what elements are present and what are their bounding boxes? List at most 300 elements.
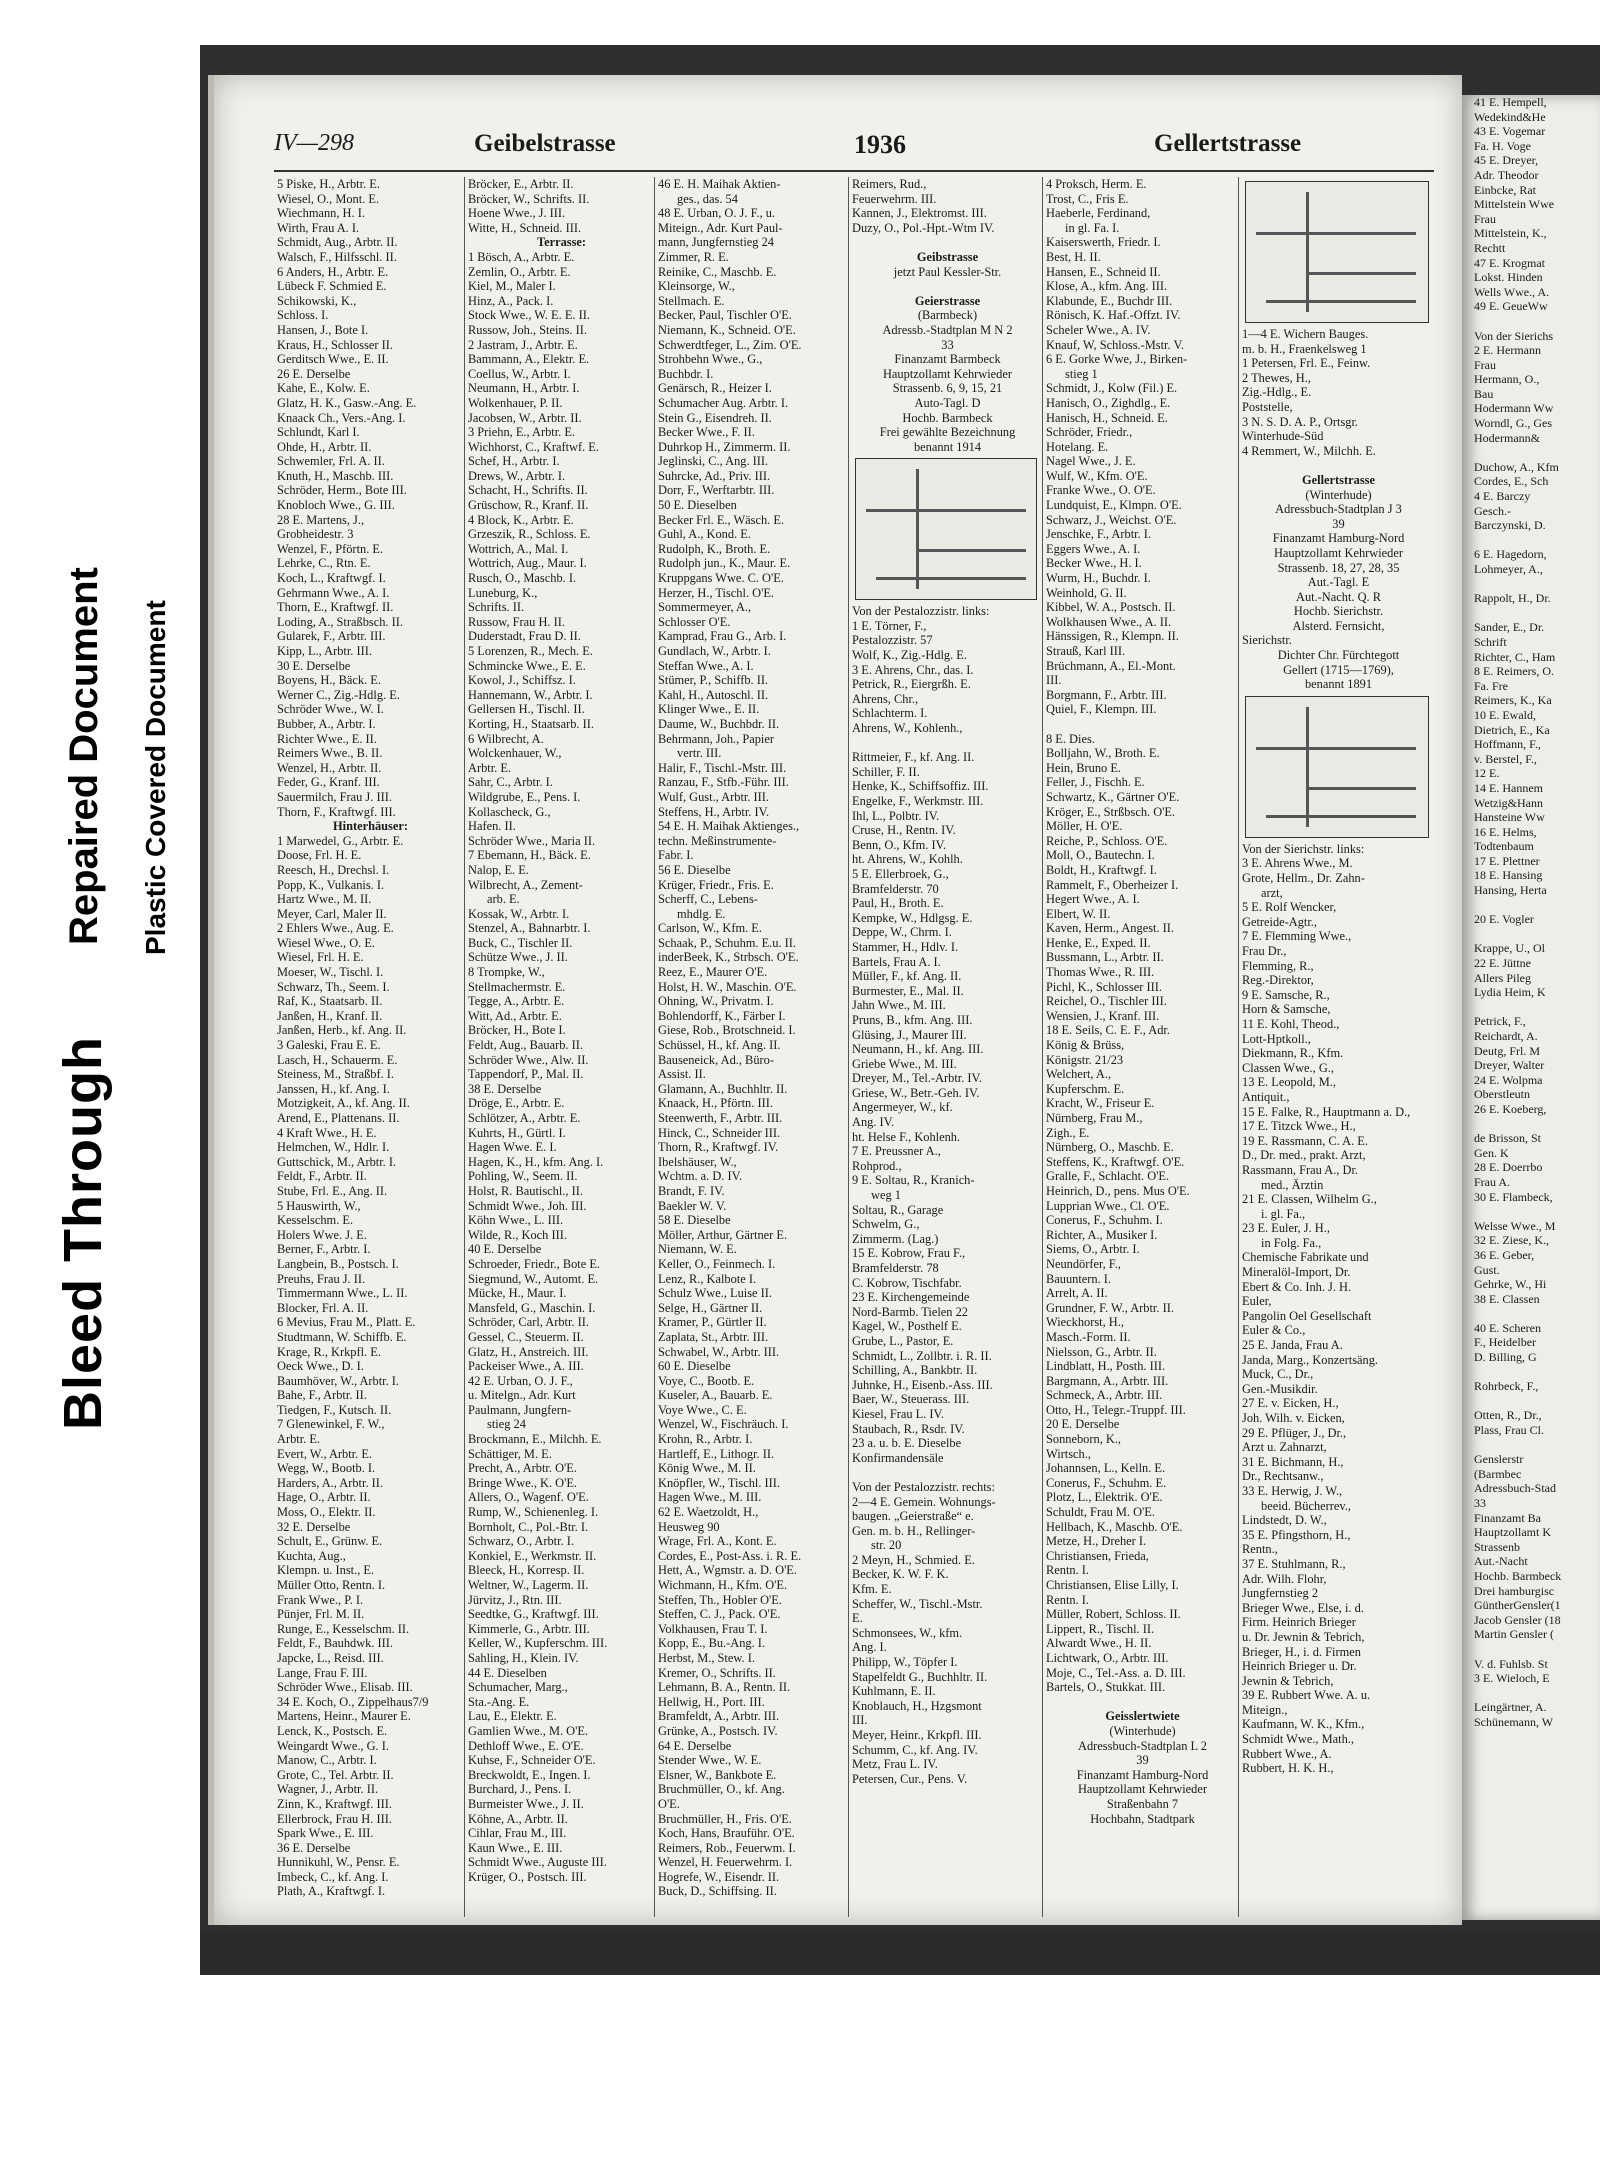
directory-entry: Stube, Frl. E., Ang. II. [277,1183,388,1198]
repaired-document-label: Repaired Document [62,567,106,945]
directory-entry: Luneburg, K., [468,585,538,600]
plastic-covered-label: Plastic Covered Document [140,600,171,955]
directory-entry: Ellerbrock, Frau H. III. [277,1811,392,1826]
directory-entry: Thorn, R., Kraftwgf. IV. [658,1140,779,1155]
directory-entry: Grobheidestr. 3 [277,527,354,542]
directory-entry: ht. Ahrens, W., Kohlh. [852,852,963,867]
directory-entry: Imbeck, C., kf. Ang. I. [277,1869,389,1884]
right-page-entry: 38 E. Classen [1474,1291,1540,1306]
right-page-entry: 17 E. Plettner [1474,853,1540,868]
directory-entry: Klinger Wwe., E. II. [658,702,760,717]
directory-entry: Baekler W. V. [658,1198,727,1213]
directory-entry: Baer, W., Steuerass. III. [852,1392,970,1407]
directory-entry [849,279,1043,294]
directory-entry: mann, Jungfernstieg 24 [658,235,774,250]
directory-entry: Japcke, L., Reisd. III. [277,1650,384,1665]
directory-entry: Gamlien Wwe., M. O'E. [468,1723,589,1738]
directory-entry: Ihl, L., Polbtr. IV. [852,808,940,823]
directory-entry: Getreide-Agtr., [1242,914,1318,929]
map-road [876,577,1026,580]
directory-entry: Knaack Ch., Vers.-Ang. I. [277,410,406,425]
directory-entry: Lupprian Wwe., Cl. O'E. [1046,1198,1170,1213]
directory-entry: Moje, C., Tel.-Ass. a. D. III. [1046,1665,1186,1680]
directory-entry: Rönisch, K. Haf.-Offzt. IV. [1046,308,1181,323]
directory-entry: 4 Proksch, Herm. E. [1046,177,1147,191]
directory-entry: Witte, H., Schneid. III. [468,220,582,235]
directory-entry: Schloss. I. [277,308,329,323]
directory-entry: 2 Ehlers Wwe., Aug. E. [277,921,394,936]
directory-entry: 4 Block, K., Arbtr. E. [468,512,574,527]
directory-entry: Buck, D., Schiffsing. II. [658,1884,777,1899]
directory-entry: Werner C., Zig.-Hdlg. E. [277,687,400,702]
directory-entry: 20 E. Derselbe [1046,1417,1120,1432]
directory-entry: 8 E. Dies. [1046,731,1095,746]
directory-entry: Dr., Rechtsanw., [1242,1469,1324,1484]
directory-entry: Wottrich, Aug., Maur. I. [468,556,587,571]
directory-entry: Schättiger, M. E. [468,1446,552,1461]
directory-entry: Lichtwark, O., Arbtr. III. [1046,1650,1169,1665]
directory-entry: Bammann, A., Elektr. E. [468,352,590,367]
directory-entry: vertr. III. [677,746,722,761]
directory-entry: Reimers, Rud., [852,177,927,191]
directory-entry: Moeser, W., Tischl. I. [277,965,384,980]
directory-entry: Strassenb. 18, 27, 28, 35 [1277,560,1400,575]
directory-entry: Holst, H. W., Maschin. O'E. [658,979,797,994]
directory-entry: 18 E. Seils, C. E. F., Adr. [1046,1023,1170,1038]
directory-entry: Heinrich, D., pens. Mus O'E. [1046,1183,1190,1198]
directory-entry: Glatz, H., Anstreich. III. [468,1344,589,1359]
right-page-entry: 12 E. [1474,766,1500,781]
column-4 [848,177,1043,1917]
directory-entry: 11 E. Kohl, Theod., [1242,1016,1340,1031]
right-page-entry: Lydia Heim, K [1474,985,1546,1000]
directory-entry: Arzt u. Zahnarzt, [1242,1440,1327,1455]
directory-entry: Adressb.-Stadtplan M N 2 [882,322,1013,337]
directory-entry: Zinn, K., Kraftwgf. III. [277,1796,392,1811]
right-page-entry: Jacob Gensler (18 [1474,1612,1561,1627]
directory-entry: Schlötzer, A., Arbtr. E. [468,1111,581,1125]
directory-entry: Becker Wwe., F. II. [658,425,755,440]
directory-entry: Schwarz, O., Arbtr. I. [468,1534,574,1549]
right-page-entry: 41 E. Hempell, [1474,95,1547,109]
directory-entry: Manow, C., Arbtr. I. [277,1753,377,1768]
page-number: IV—298 [274,130,354,156]
right-page-entry: Frau [1474,357,1496,372]
directory-entry: Kollascheck, G., [468,804,551,819]
directory-entry: Jeglinski, C., Ang. III. [658,454,769,469]
directory-entry: Martens, Heinr., Maurer E. [277,1709,411,1724]
right-page-entry: de Brisson, St [1474,1131,1542,1146]
left-page [208,75,1462,1925]
directory-entry: 34 E. Koch, O., Zippelhaus7/9 [277,1694,429,1709]
directory-entry: Niemann, K., Schneid. O'E. [658,322,796,337]
directory-entry: Chemische Fabrikate und [1242,1250,1369,1265]
directory-entry: Kupferschm. E. [1046,1081,1125,1096]
directory-entry: Haeberle, Ferdinand, [1046,206,1151,221]
directory-entry: Masch.-Form. II. [1046,1329,1131,1344]
directory-entry: E. [852,1611,863,1626]
directory-entry: Mücke, H., Maur. I. [468,1286,567,1301]
directory-entry: Schwarz, J., Weichst. O'E. [1046,512,1177,527]
directory-entry: Petrick, R., Eiergrßh. E. [852,677,971,692]
directory-entry: C. Kobrow, Tischfabr. [852,1275,962,1290]
directory-entry: Ang. I. [852,1640,887,1655]
right-page-entry: (Barmbec [1474,1466,1522,1481]
directory-entry: Thorn, F., Kraftwgf. III. [277,804,396,819]
directory-entry: Nürnberg, Frau M., [1046,1111,1143,1125]
directory-entry: Hochb. Barmbeck [902,410,993,425]
directory-entry: Reg.-Direktor, [1242,973,1314,988]
map-road [1266,815,1416,818]
directory-entry: Richter Wwe., E. II. [277,731,377,746]
directory-entry: Stellmach. E. [658,293,725,308]
directory-entry: Hannemann, W., Arbtr. I. [468,687,593,702]
directory-entry: Scheffer, W., Tischl.-Mstr. [852,1596,983,1611]
directory-entry: Glatz, H. K., Gasw.-Ang. E. [277,395,417,410]
map-road [1256,747,1416,750]
directory-entry: Halir, F., Tischl.-Mstr. III. [658,760,787,775]
directory-entry: Ranzau, F., Stfb.-Führ. III. [658,775,789,790]
directory-entry: Schwarz, Th., Seem. I. [277,979,390,994]
directory-entry: Gessel, C., Steuerm. II. [468,1329,584,1344]
directory-entry: Schröder Wwe., W. I. [277,702,384,717]
directory-entry: Kaufmann, W. K., Kfm., [1242,1717,1365,1732]
directory-entry: Giese, Rob., Brotschneid. I. [658,1023,796,1038]
directory-entry: Schlundt, Karl I. [277,425,360,440]
directory-entry: Kamprad, Frau G., Arb. I. [658,629,787,644]
directory-entry: Reez, E., Maurer O'E. [658,965,768,980]
directory-entry: 9 E. Samsche, R., [1242,987,1330,1002]
map-road [1306,192,1309,312]
directory-entry: 4 Remmert, W., Milchh. E. [1242,443,1376,458]
directory-entry: Soltau, R., Garage [852,1202,944,1217]
directory-entry: Knöpfler, W., Tischl. III. [658,1475,781,1490]
directory-entry: Griese, W., Betr.-Geh. IV. [852,1085,980,1100]
directory-entry: Volkhausen, Frau T. I. [658,1621,768,1636]
directory-entry: beeid. Bücherrev., [1261,1498,1352,1513]
directory-entry: Ohning, W., Privatm. I. [658,994,774,1009]
right-page-entry: 4 E. Barczy [1474,489,1531,504]
directory-entry: Boldt, H., Kraftwgf. I. [1046,862,1157,877]
map-road [1306,272,1416,275]
directory-entry: Zig.-Hdlg., E. [1242,385,1312,400]
directory-entry: D., Dr. med., prakt. Arzt, [1242,1148,1366,1163]
directory-entry: Ahrens, Chr., [852,691,919,706]
directory-entry: Runge, E., Kesselschm. II. [277,1621,410,1636]
directory-entry: Ohde, H., Arbtr. II. [277,439,372,454]
directory-entry: Breckwoldt, E., Ingen. I. [468,1767,591,1782]
directory-entry: Gen.-Musikdir. [1242,1381,1318,1396]
directory-entry: Becker Wwe., H. I. [1046,556,1142,571]
column-2 [464,177,655,1917]
directory-entry: Hansen, J., Bote I. [277,322,369,337]
directory-entry: Joh. Wilh. v. Eicken, [1242,1411,1345,1425]
directory-entry: Arbtr. E. [277,1432,321,1447]
directory-entry: Zemlin, O., Arbtr. E. [468,264,571,279]
directory-entry: jetzt Paul Kessler-Str. [893,264,1002,279]
directory-entry: Bruchmüller, H., Fris. O'E. [658,1811,792,1826]
directory-entry: Quiel, F., Klempn. III. [1046,702,1157,717]
right-page-entry: Dietrich, E., Ka [1474,722,1550,737]
directory-entry: Bruchmüller, O., kf. Ang. [658,1782,785,1797]
directory-entry: Cruse, H., Rentn. IV. [852,823,956,838]
directory-entry: Jenschke, F., Arbtr. I. [1046,527,1152,542]
directory-entry: Precht, A., Arbtr. O'E. [468,1461,577,1476]
right-page-entry: Rohrbeck, F., [1474,1379,1539,1394]
right-page-entry: 40 E. Scheren [1474,1320,1541,1335]
directory-entry: Holers Wwe. J. E. [277,1227,367,1242]
directory-entry: Schröder, Friedr., [1046,425,1133,440]
directory-entry: Miteign., Adr. Kurt Paul- [658,220,783,235]
directory-entry: Preuhs, Frau J. II. [277,1271,366,1286]
directory-entry: Thomas Wwe., R. III. [1046,965,1155,980]
directory-entry: Wirth, Frau A. I. [277,220,360,235]
directory-entry: Hunnikuhl, W., Pensr. E. [277,1855,400,1870]
right-page-entry: Hodermann Ww [1474,401,1554,416]
directory-entry: Gellersen H., Tischl. II. [468,702,585,717]
directory-entry: Winterhude-Süd [1242,429,1324,444]
right-page-entry: Gen. K [1474,1145,1509,1160]
right-page-entry: Wetzig&Hann [1474,795,1544,810]
right-page-entry [1462,1306,1600,1321]
directory-entry: Voye Wwe., C. E. [658,1402,747,1417]
directory-entry: Schlachterm. I. [852,706,928,721]
right-page-entry: Gesch.- [1474,503,1511,518]
right-page-entry: 36 E. Geber, [1474,1247,1535,1262]
right-page-entry: Hauptzollamt K [1474,1525,1551,1540]
directory-entry: 60 E. Dieselbe [658,1359,731,1374]
directory-entry: 1—4 E. Wichern Bauges. [1242,327,1369,341]
directory-entry: 42 E. Urban, O. J. F., [468,1373,573,1388]
directory-entry: Keller, W., Kupferschm. III. [468,1636,608,1651]
directory-entry: Klabunde, E., Buchdr III. [1046,293,1173,308]
map-road [916,469,919,589]
directory-entry: Bröcker, W., Schrifts. II. [468,191,590,206]
directory-entry: 3 Priehn, E., Arbtr. E. [468,425,576,440]
directory-entry: Finanzamt Hamburg-Nord [1272,531,1405,546]
directory-entry: Firm. Heinrich Brieger [1242,1615,1356,1630]
directory-entry: Von der Pestalozzistr. links: [852,604,990,619]
directory-entry: Wiesel Wwe., O. E. [277,935,376,950]
directory-entry: Bramfelderstr. 70 [852,881,939,896]
directory-entry: Schmincke Wwe., E. E. [468,658,586,673]
directory-entry: Baumhöver, W., Arbtr. I. [277,1373,400,1388]
directory-entry: Steenwerth, F., Arbtr. III. [658,1111,783,1125]
directory-entry: stieg 1 [1065,366,1098,381]
directory-entry: Jürvitz, J., Rtn. III. [468,1592,562,1607]
directory-entry: Rubbert, H. K. H., [1242,1761,1334,1776]
directory-entry: Kesselschm. E. [277,1213,354,1228]
directory-entry: Euler & Co., [1242,1323,1306,1338]
directory-entry: Schmeck, A., Arbtr. III. [1046,1388,1163,1403]
directory-entry [849,736,1043,751]
directory-entry: Lippert, R., Tischl. II. [1046,1621,1155,1636]
directory-entry: Burmeister Wwe., J. II. [468,1796,584,1811]
directory-entry: Bornholt, C., Pol.-Btr. I. [468,1519,589,1534]
directory-entry: 37 E. Stuhlmann, R., [1242,1556,1346,1571]
right-page-entry: Frau [1474,211,1496,226]
directory-entry: Kimmerle, G., Arbtr. III. [468,1621,590,1636]
right-page-entry: Einbcke, Rat [1474,182,1536,197]
directory-entry: Hochb. Sierichstr. [1293,604,1384,619]
right-page-entry [1462,1204,1600,1219]
directory-entry: Neumann, H., kf. Ang. III. [852,1042,984,1057]
directory-entry: Ibelshäuser, W., [658,1154,737,1169]
right-page-entry: Wedekind&He [1474,109,1546,124]
directory-entry: 6 Anders, H., Arbtr. E. [277,264,389,279]
directory-entry: Doose, Frl. H. E. [277,848,362,863]
directory-entry: Hellbach, K., Maschb. O'E. [1046,1519,1183,1534]
directory-entry: 64 E. Derselbe [658,1738,732,1753]
directory-entry: Neumann, H., Arbtr. I. [468,381,580,396]
directory-entry: Schikowski, K., [277,293,357,308]
directory-entry: Geibstrasse [916,249,979,264]
directory-entry: Aut.-Tagl. E [1307,575,1370,590]
right-page-entry [1462,1394,1600,1409]
right-page-entry: Hochb. Barmbeck [1474,1568,1562,1583]
directory-entry: 3 N. S. D. A. P., Ortsgr. [1242,414,1359,429]
directory-entry: Nielsson, G., Arbtr. II. [1046,1344,1157,1359]
right-page-entry [1462,898,1600,913]
directory-entry: Alwardt Wwe., H. II. [1046,1636,1152,1651]
directory-entry: Stapelfeldt G., Buchhltr. II. [852,1669,988,1684]
directory-entry: 44 E. Dieselben [468,1665,547,1680]
directory-entry: Sahling, H., Klein. IV. [468,1650,579,1665]
directory-entry: 4 Kraft Wwe., H. E. [277,1125,377,1140]
directory-entry: Kahe, E., Kolw. E. [277,381,370,396]
directory-entry: Wenzel, F., Pförtn. E. [277,541,384,556]
right-page-entry: Welsse Wwe., M [1474,1218,1556,1233]
directory-entry: Wottrich, A., Mal. I. [468,541,569,556]
directory-entry: Schilling, A., Bankbtr. II. [852,1363,978,1378]
directory-entry: (Winterhude) [1305,487,1372,502]
directory-entry: Bleeck, H., Korresp. II. [468,1563,585,1578]
directory-entry: Rudolph, K., Broth. E. [658,541,771,556]
right-page-entry: Krappe, U., Ol [1474,941,1545,956]
directory-entry: Hagen, K., H., kfm. Ang. I. [468,1154,604,1169]
directory-entry: 36 E. Derselbe [277,1840,351,1855]
right-page-entry: Lohmeyer, A., [1474,562,1543,576]
directory-entry: Gellertstrasse [1302,472,1375,487]
directory-entry: Herzer, H., Tischl. O'E. [658,585,774,600]
directory-entry: Franke Wwe., O. O'E. [1046,483,1156,498]
directory-entry: Kuhse, F., Schneider O'E. [468,1753,596,1768]
directory-entry: Hotelang. E. [1046,439,1109,454]
directory-entry: Hänssigen, R., Klempn. II. [1046,629,1179,644]
directory-entry: Weltner, W., Lagerm. II. [468,1578,589,1592]
directory-entry: Burchard, J., Pens. I. [468,1782,572,1797]
right-page-entry: 45 E. Dreyer, [1474,153,1539,168]
directory-entry: Bauseneick, Ad., Büro- [658,1052,774,1067]
directory-entry: Dreyer, M., Tel.-Arbtr. IV. [852,1071,982,1086]
directory-entry: Arend, E., Plattenans. II. [277,1111,400,1125]
directory-entry: Brockmann, E., Milchh. E. [468,1432,602,1447]
map-road [1266,300,1416,303]
right-page-entry: v. Berstel, F., [1474,751,1537,766]
directory-entry: Scheler Wwe., A. IV. [1046,322,1151,337]
year-title: 1936 [854,130,906,159]
directory-entry: Geierstrasse [914,293,981,308]
directory-entry: Konfirmandensäle [852,1450,944,1465]
directory-entry: Wildgrube, E., Pens. I. [468,789,581,804]
directory-entry: 27 E. v. Eicken, H., [1242,1396,1339,1411]
directory-entry: Plath, A., Kraftwgf. I. [277,1884,386,1899]
directory-entry: Aut.-Nacht. Q. R [1296,589,1381,604]
map-road [1256,232,1416,235]
right-page-entry: Reichardt, A. [1474,1029,1538,1043]
directory-entry: 33 [941,337,954,352]
directory-entry: Kibbel, W. A., Postsch. II. [1046,600,1176,615]
directory-entry: Bröcker, H., Bote I. [468,1023,566,1038]
directory-entry: Niemann, W. E. [658,1242,737,1257]
directory-entry: Hellwig, H., Port. III. [658,1694,765,1709]
directory-entry: inderBeek, K., Strbsch. O'E. [658,950,799,965]
right-page-entry: Deutg, Frl. M [1474,1043,1540,1058]
directory-entry: Wurm, H., Buchdr. I. [1046,571,1151,586]
directory-entry: ges., das. 54 [677,191,738,206]
directory-entry: Rusch, O., Maschb. I. [468,571,577,586]
directory-entry: Pichl, K., Schlosser III. [1046,979,1162,994]
directory-entry: Richter, A., Musiker I. [1046,1227,1158,1242]
directory-entry: Wchtm. a. D. IV. [658,1169,743,1184]
directory-entry: Wolckenhauer, W., [468,746,562,761]
right-page-entry: Gust. [1474,1262,1500,1277]
left-street-title: Geibelstrasse [474,130,616,157]
directory-entry: Allers, O., Wagenf. O'E. [468,1490,589,1505]
directory-entry: 54 E. H. Maihak Aktienges., [658,819,800,834]
directory-entry: 3 E. Ahrens, Chr., das. I. [852,662,974,677]
directory-entry: Bohlendorff, K., Färber I. [658,1008,786,1023]
directory-entry: 50 E. Dieselben [658,498,737,513]
directory-entry: Pünjer, Frl. M. II. [277,1607,365,1622]
directory-entry: Kaun Wwe., E. III. [468,1840,563,1855]
directory-entry: Paulmann, Jungfern- [468,1402,572,1417]
directory-entry: Kruppgans Wwe. C. O'E. [658,571,784,586]
directory-entry: Terrasse: [536,235,587,250]
directory-entry: Krohn, R., Arbtr. I. [658,1432,753,1447]
directory-entry: Berner, F., Arbtr. I. [277,1242,371,1257]
directory-entry: Dorr, F., Werftarbtr. III. [658,483,775,498]
directory-entry: Harders, A., Arbtr. II. [277,1475,383,1490]
directory-entry: 38 E. Derselbe [468,1081,542,1096]
directory-entry: Nalop, E. E. [468,862,529,877]
directory-entry: 1 Petersen, Frl. E., Feinw. [1242,356,1371,371]
directory-entry: Hochbahn, Stadtpark [1090,1811,1195,1826]
directory-entry: Heinrich Brieger u. Dr. [1242,1659,1357,1674]
right-page-entry: 32 E. Ziese, K., [1474,1233,1549,1248]
street-map-inset [1245,181,1429,323]
directory-entry: Kiesel, Frau L. IV. [852,1406,944,1421]
directory-entry: Müller, Robert, Schloss. II. [1046,1607,1181,1622]
directory-entry: Schmidt, L., Zollbtr. i. R. II. [852,1348,992,1363]
right-page-entry: 28 E. Doerrbo [1474,1160,1543,1175]
directory-entry: Nagel Wwe., J. E. [1046,454,1136,469]
directory-entry: Krüger, O., Postsch. III. [468,1869,587,1884]
directory-entry: 1 Marwedel, G., Arbtr. E. [277,833,404,848]
right-page-entry [1462,1365,1600,1380]
directory-entry: Stein G., Eisendreh. II. [658,410,772,425]
directory-entry: Wensien, J., Kranf. III. [1046,1008,1160,1023]
directory-entry: (Barmbeck) [917,308,978,323]
directory-entry: Schmidt Wwe., Math., [1242,1732,1354,1747]
right-page-entry: Bau [1474,386,1494,401]
directory-entry: 26 E. Derselbe [277,366,351,381]
directory-entry: Gularek, F., Arbtr. III. [277,629,386,644]
directory-entry: Henke, E., Exped. II. [1046,935,1151,950]
right-page-fragment [1462,95,1600,1920]
directory-entry: Schröder Wwe., Alw. II. [468,1052,589,1067]
directory-entry: Schlosser O'E. [658,614,731,629]
